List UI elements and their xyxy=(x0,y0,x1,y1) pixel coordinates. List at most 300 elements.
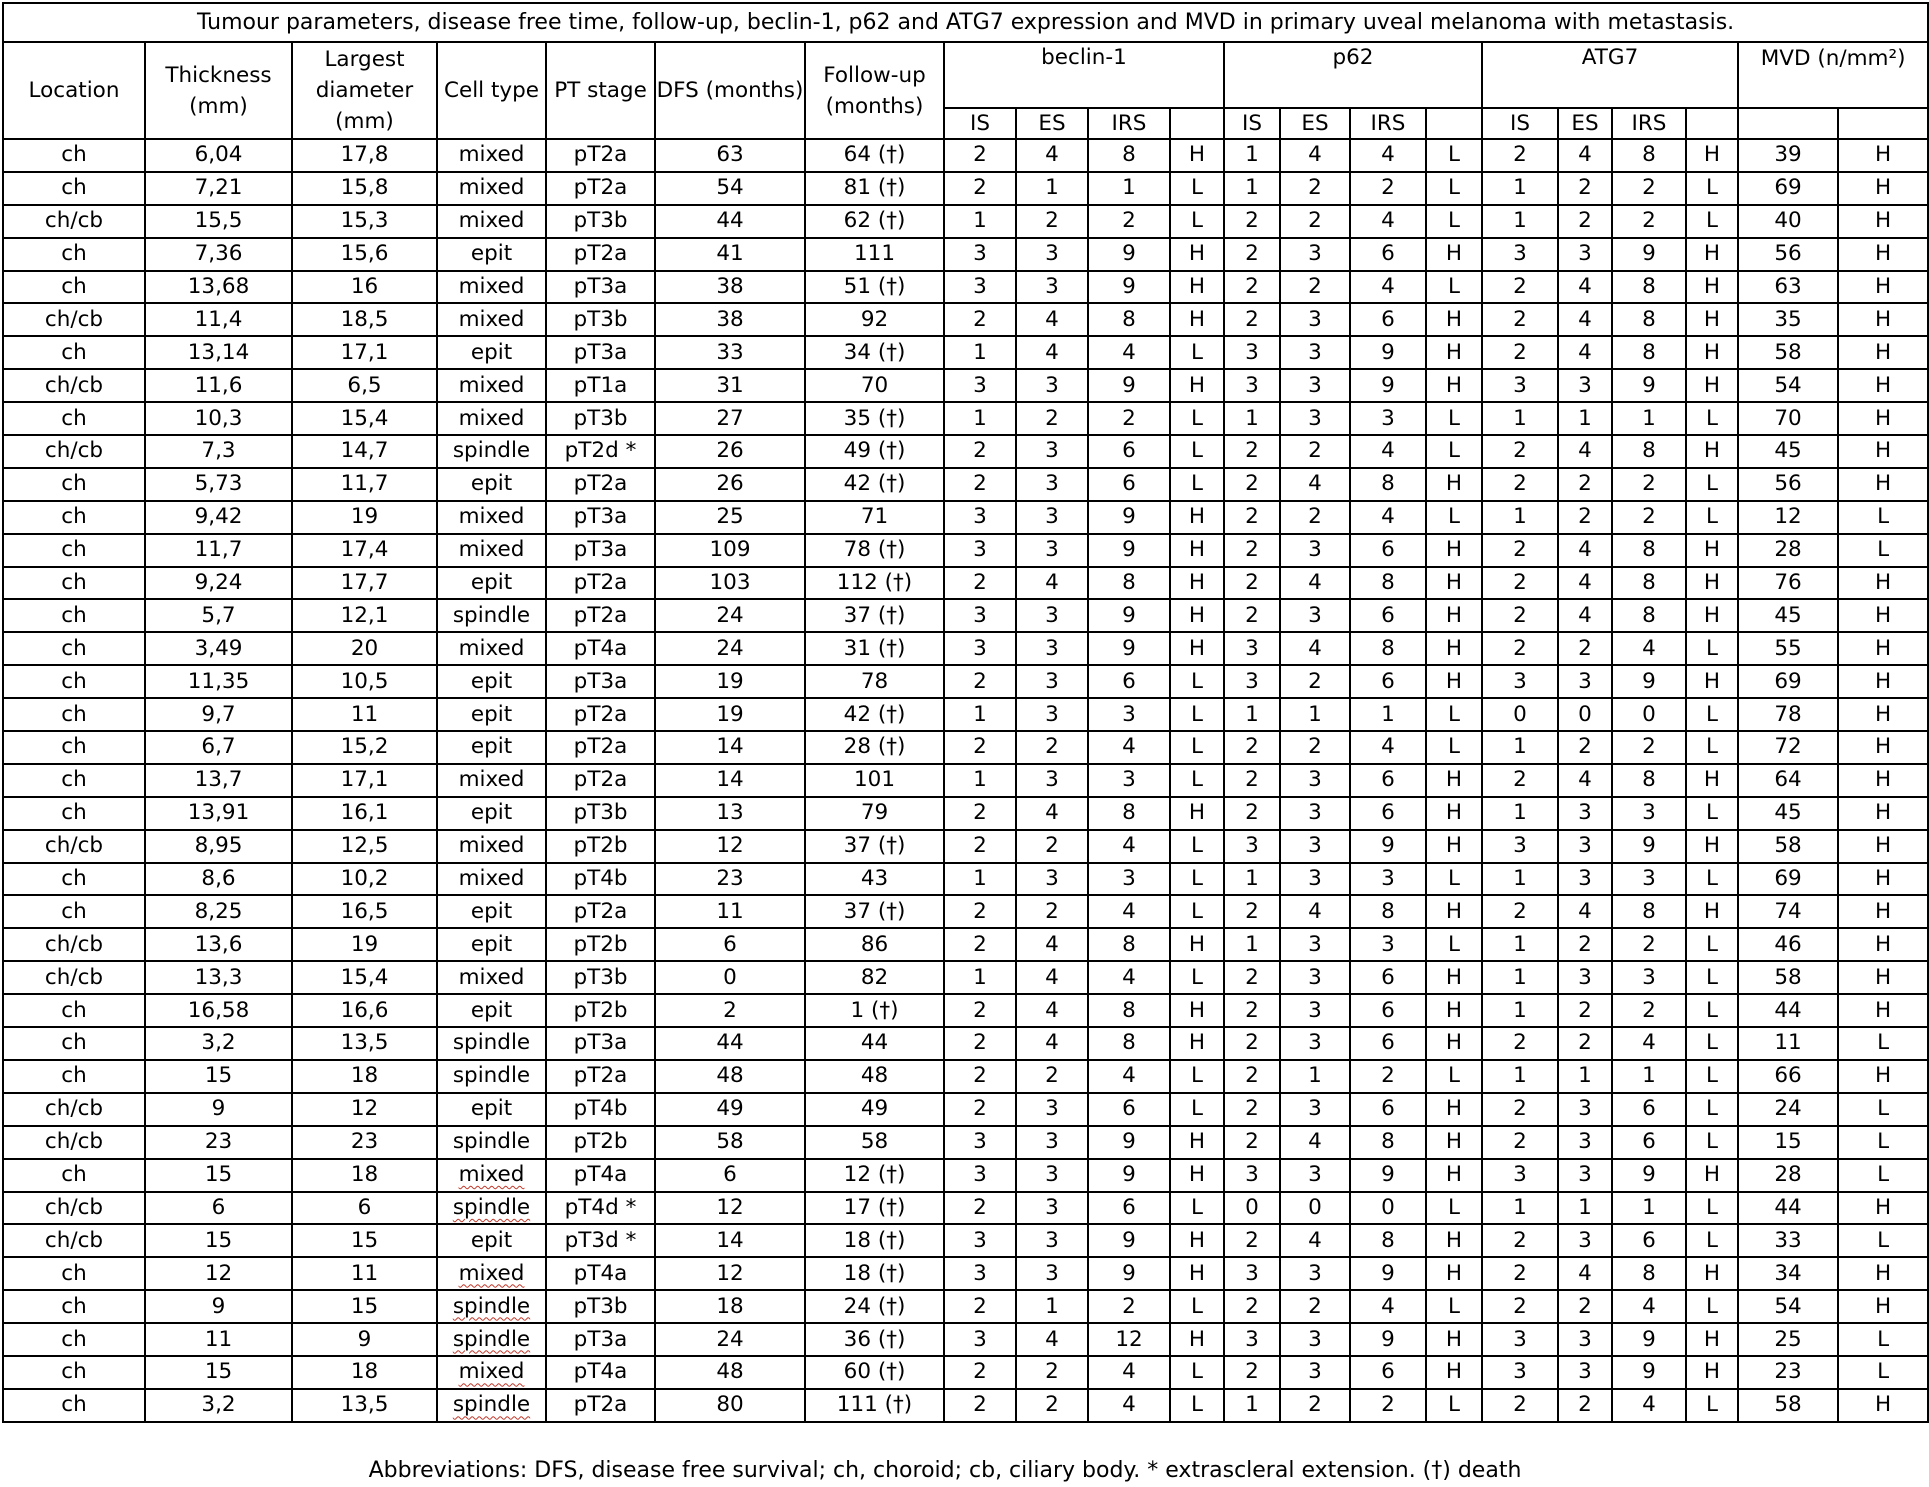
table-row xyxy=(3,961,1928,994)
cell-largest-diameter: 15,4 xyxy=(292,402,437,435)
cell-atg7-is: 1 xyxy=(1482,1060,1558,1093)
cell-dfs: 14 xyxy=(655,1224,805,1257)
cell-p62-is: 2 xyxy=(1224,599,1280,632)
cell-pt-stage: pT3d * xyxy=(546,1224,655,1257)
cell-mvd-level: H xyxy=(1838,1257,1928,1290)
cell-atg7-level: H xyxy=(1686,1159,1738,1192)
cell-mvd-value: 58 xyxy=(1738,830,1838,863)
cell-follow-up: 82 xyxy=(805,961,944,994)
cell-atg7-is: 3 xyxy=(1482,1159,1558,1192)
cell-thickness: 10,3 xyxy=(145,402,292,435)
cell-beclin-is: 2 xyxy=(944,1389,1016,1422)
cell-thickness: 6,7 xyxy=(145,731,292,764)
cell-atg7-is: 3 xyxy=(1482,1356,1558,1389)
cell-pt-stage: pT4a xyxy=(546,1257,655,1290)
cell-beclin-is: 2 xyxy=(944,994,1016,1027)
cell-beclin-irs: 3 xyxy=(1088,764,1170,797)
cell-location: ch xyxy=(3,1257,145,1290)
cell-mvd-level: H xyxy=(1838,731,1928,764)
cell-dfs: 12 xyxy=(655,830,805,863)
cell-atg7-level: H xyxy=(1686,599,1738,632)
cell-pt-stage: pT2b xyxy=(546,1126,655,1159)
cell-largest-diameter: 19 xyxy=(292,928,437,961)
cell-location: ch/cb xyxy=(3,1224,145,1257)
cell-location: ch xyxy=(3,501,145,534)
cell-atg7-is: 2 xyxy=(1482,1093,1558,1126)
cell-p62-irs: 8 xyxy=(1350,567,1426,600)
cell-cell-type: epit xyxy=(437,468,546,501)
cell-location: ch/cb xyxy=(3,369,145,402)
cell-cell-type: mixed xyxy=(437,1257,546,1290)
cell-location: ch/cb xyxy=(3,928,145,961)
cell-pt-stage: pT2a xyxy=(546,599,655,632)
cell-follow-up: 12 (†) xyxy=(805,1159,944,1192)
cell-atg7-is: 2 xyxy=(1482,534,1558,567)
cell-beclin-is: 3 xyxy=(944,369,1016,402)
cell-beclin-irs: 4 xyxy=(1088,961,1170,994)
cell-beclin-irs: 4 xyxy=(1088,1060,1170,1093)
cell-dfs: 31 xyxy=(655,369,805,402)
cell-atg7-irs: 1 xyxy=(1612,1060,1686,1093)
cell-p62-es: 1 xyxy=(1280,698,1350,731)
cell-beclin-level: L xyxy=(1170,961,1224,994)
cell-atg7-level: H xyxy=(1686,336,1738,369)
cell-p62-is: 3 xyxy=(1224,632,1280,665)
table-row xyxy=(3,435,1928,468)
cell-p62-irs: 4 xyxy=(1350,501,1426,534)
cell-p62-is: 2 xyxy=(1224,238,1280,271)
cell-pt-stage: pT2a xyxy=(546,468,655,501)
cell-pt-stage: pT2d * xyxy=(546,435,655,468)
cell-mvd-value: 40 xyxy=(1738,205,1838,238)
cell-atg7-es: 3 xyxy=(1558,238,1612,271)
cell-atg7-irs: 8 xyxy=(1612,764,1686,797)
cell-p62-level: H xyxy=(1426,534,1482,567)
cell-p62-is: 2 xyxy=(1224,1356,1280,1389)
cell-atg7-is: 3 xyxy=(1482,830,1558,863)
cell-location: ch/cb xyxy=(3,1192,145,1225)
cell-atg7-is: 2 xyxy=(1482,599,1558,632)
cell-pt-stage: pT4b xyxy=(546,863,655,896)
cell-atg7-is: 3 xyxy=(1482,238,1558,271)
cell-thickness: 7,3 xyxy=(145,435,292,468)
cell-pt-stage: pT2a xyxy=(546,731,655,764)
cell-mvd-level: L xyxy=(1838,1093,1928,1126)
cell-follow-up: 58 xyxy=(805,1126,944,1159)
cell-p62-level: H xyxy=(1426,336,1482,369)
cell-beclin-is: 3 xyxy=(944,238,1016,271)
cell-follow-up: 34 (†) xyxy=(805,336,944,369)
header-beclin: beclin-1 xyxy=(944,42,1224,108)
cell-atg7-is: 1 xyxy=(1482,205,1558,238)
cell-beclin-irs: 8 xyxy=(1088,303,1170,336)
cell-follow-up: 81 (†) xyxy=(805,172,944,205)
cell-cell-type: epit xyxy=(437,1224,546,1257)
table-row xyxy=(3,303,1928,336)
cell-location: ch xyxy=(3,632,145,665)
cell-beclin-level: H xyxy=(1170,534,1224,567)
cell-largest-diameter: 10,5 xyxy=(292,665,437,698)
cell-atg7-irs: 8 xyxy=(1612,271,1686,304)
cell-p62-irs: 6 xyxy=(1350,599,1426,632)
cell-cell-type: epit xyxy=(437,1093,546,1126)
cell-follow-up: 42 (†) xyxy=(805,468,944,501)
table-row xyxy=(3,1192,1928,1225)
cell-beclin-irs: 12 xyxy=(1088,1323,1170,1356)
cell-follow-up: 70 xyxy=(805,369,944,402)
cell-atg7-is: 1 xyxy=(1482,731,1558,764)
cell-thickness: 7,36 xyxy=(145,238,292,271)
cell-p62-irs: 8 xyxy=(1350,1126,1426,1159)
cell-largest-diameter: 12,1 xyxy=(292,599,437,632)
cell-largest-diameter: 12 xyxy=(292,1093,437,1126)
cell-atg7-is: 2 xyxy=(1482,468,1558,501)
cell-p62-irs: 9 xyxy=(1350,1159,1426,1192)
cell-largest-diameter: 16,5 xyxy=(292,895,437,928)
cell-p62-irs: 9 xyxy=(1350,1257,1426,1290)
cell-dfs: 13 xyxy=(655,797,805,830)
cell-mvd-value: 56 xyxy=(1738,468,1838,501)
cell-atg7-es: 4 xyxy=(1558,303,1612,336)
cell-p62-level: L xyxy=(1426,1192,1482,1225)
cell-atg7-es: 3 xyxy=(1558,961,1612,994)
cell-beclin-es: 1 xyxy=(1016,172,1088,205)
cell-cell-type: mixed xyxy=(437,830,546,863)
cell-mvd-value: 64 xyxy=(1738,764,1838,797)
header-pt-stage: PT stage xyxy=(546,42,655,139)
cell-largest-diameter: 15,4 xyxy=(292,961,437,994)
cell-atg7-level: L xyxy=(1686,1192,1738,1225)
cell-beclin-irs: 8 xyxy=(1088,797,1170,830)
cell-beclin-is: 2 xyxy=(944,928,1016,961)
header-mvd: MVD (n/mm²) xyxy=(1738,42,1928,108)
cell-p62-level: L xyxy=(1426,402,1482,435)
cell-p62-is: 3 xyxy=(1224,665,1280,698)
cell-cell-type: spindle xyxy=(437,1060,546,1093)
data-table xyxy=(2,2,1929,1423)
cell-p62-es: 1 xyxy=(1280,1060,1350,1093)
cell-beclin-es: 3 xyxy=(1016,238,1088,271)
cell-p62-level: H xyxy=(1426,994,1482,1027)
cell-dfs: 54 xyxy=(655,172,805,205)
cell-location: ch xyxy=(3,994,145,1027)
cell-p62-is: 1 xyxy=(1224,1389,1280,1422)
table-row xyxy=(3,402,1928,435)
table-row xyxy=(3,895,1928,928)
subheader-atg7-irs: IRS xyxy=(1612,108,1686,139)
cell-p62-es: 3 xyxy=(1280,797,1350,830)
cell-cell-type: mixed xyxy=(437,961,546,994)
cell-p62-level: L xyxy=(1426,435,1482,468)
table-row xyxy=(3,567,1928,600)
cell-beclin-irs: 9 xyxy=(1088,369,1170,402)
cell-atg7-irs: 9 xyxy=(1612,1159,1686,1192)
cell-mvd-value: 63 xyxy=(1738,271,1838,304)
table-row xyxy=(3,501,1928,534)
cell-mvd-value: 78 xyxy=(1738,698,1838,731)
cell-pt-stage: pT3a xyxy=(546,1323,655,1356)
cell-location: ch xyxy=(3,271,145,304)
cell-follow-up: 71 xyxy=(805,501,944,534)
cell-p62-level: H xyxy=(1426,797,1482,830)
cell-atg7-is: 2 xyxy=(1482,1027,1558,1060)
cell-atg7-is: 2 xyxy=(1482,1389,1558,1422)
cell-p62-irs: 8 xyxy=(1350,468,1426,501)
table-row xyxy=(3,271,1928,304)
cell-pt-stage: pT2a xyxy=(546,172,655,205)
cell-pt-stage: pT3a xyxy=(546,534,655,567)
cell-atg7-level: L xyxy=(1686,402,1738,435)
cell-atg7-level: H xyxy=(1686,764,1738,797)
cell-beclin-level: L xyxy=(1170,1093,1224,1126)
subheader-p62-level xyxy=(1426,108,1482,139)
cell-thickness: 15 xyxy=(145,1060,292,1093)
cell-location: ch xyxy=(3,139,145,172)
cell-mvd-level: H xyxy=(1838,698,1928,731)
cell-p62-level: H xyxy=(1426,1126,1482,1159)
cell-location: ch/cb xyxy=(3,1093,145,1126)
cell-follow-up: 60 (†) xyxy=(805,1356,944,1389)
cell-beclin-is: 1 xyxy=(944,698,1016,731)
cell-p62-is: 3 xyxy=(1224,1159,1280,1192)
cell-mvd-value: 56 xyxy=(1738,238,1838,271)
cell-p62-level: H xyxy=(1426,1257,1482,1290)
cell-p62-es: 3 xyxy=(1280,994,1350,1027)
cell-p62-es: 3 xyxy=(1280,961,1350,994)
cell-beclin-level: H xyxy=(1170,994,1224,1027)
cell-mvd-value: 45 xyxy=(1738,435,1838,468)
cell-beclin-es: 4 xyxy=(1016,139,1088,172)
cell-atg7-level: H xyxy=(1686,534,1738,567)
subheader-p62-irs: IRS xyxy=(1350,108,1426,139)
cell-cell-type: mixed xyxy=(437,632,546,665)
cell-dfs: 80 xyxy=(655,1389,805,1422)
cell-beclin-es: 3 xyxy=(1016,665,1088,698)
cell-p62-is: 2 xyxy=(1224,895,1280,928)
cell-atg7-level: L xyxy=(1686,172,1738,205)
table-row xyxy=(3,139,1928,172)
cell-atg7-level: H xyxy=(1686,567,1738,600)
cell-atg7-is: 1 xyxy=(1482,797,1558,830)
table-row xyxy=(3,1356,1928,1389)
cell-beclin-level: L xyxy=(1170,172,1224,205)
cell-mvd-value: 44 xyxy=(1738,994,1838,1027)
cell-atg7-level: H xyxy=(1686,895,1738,928)
cell-beclin-is: 2 xyxy=(944,172,1016,205)
cell-dfs: 41 xyxy=(655,238,805,271)
cell-dfs: 25 xyxy=(655,501,805,534)
cell-p62-is: 2 xyxy=(1224,303,1280,336)
cell-beclin-es: 2 xyxy=(1016,402,1088,435)
cell-mvd-value: 66 xyxy=(1738,1060,1838,1093)
cell-atg7-irs: 2 xyxy=(1612,501,1686,534)
cell-largest-diameter: 16 xyxy=(292,271,437,304)
cell-p62-is: 3 xyxy=(1224,1323,1280,1356)
table-row xyxy=(3,1323,1928,1356)
cell-thickness: 11,4 xyxy=(145,303,292,336)
cell-location: ch xyxy=(3,1323,145,1356)
cell-pt-stage: pT3b xyxy=(546,1290,655,1323)
cell-beclin-es: 3 xyxy=(1016,435,1088,468)
cell-atg7-es: 4 xyxy=(1558,895,1612,928)
cell-beclin-es: 3 xyxy=(1016,1093,1088,1126)
cell-dfs: 38 xyxy=(655,271,805,304)
table-row xyxy=(3,665,1928,698)
cell-mvd-level: H xyxy=(1838,1389,1928,1422)
cell-mvd-level: H xyxy=(1838,369,1928,402)
cell-beclin-es: 2 xyxy=(1016,205,1088,238)
cell-thickness: 13,6 xyxy=(145,928,292,961)
cell-beclin-irs: 3 xyxy=(1088,698,1170,731)
cell-pt-stage: pT3b xyxy=(546,205,655,238)
cell-p62-irs: 6 xyxy=(1350,1027,1426,1060)
cell-thickness: 13,7 xyxy=(145,764,292,797)
cell-p62-is: 1 xyxy=(1224,402,1280,435)
cell-mvd-level: H xyxy=(1838,468,1928,501)
cell-beclin-level: H xyxy=(1170,1257,1224,1290)
cell-beclin-irs: 9 xyxy=(1088,271,1170,304)
cell-beclin-is: 2 xyxy=(944,1060,1016,1093)
cell-cell-type: spindle xyxy=(437,1323,546,1356)
cell-largest-diameter: 20 xyxy=(292,632,437,665)
cell-mvd-level: L xyxy=(1838,501,1928,534)
cell-p62-is: 2 xyxy=(1224,271,1280,304)
cell-atg7-is: 2 xyxy=(1482,139,1558,172)
cell-atg7-irs: 2 xyxy=(1612,468,1686,501)
cell-atg7-es: 4 xyxy=(1558,1257,1612,1290)
cell-dfs: 19 xyxy=(655,698,805,731)
header-atg7: ATG7 xyxy=(1482,42,1738,108)
cell-atg7-irs: 3 xyxy=(1612,797,1686,830)
cell-mvd-level: L xyxy=(1838,1224,1928,1257)
cell-p62-is: 2 xyxy=(1224,501,1280,534)
table-row xyxy=(3,172,1928,205)
table-row xyxy=(3,994,1928,1027)
cell-atg7-level: L xyxy=(1686,731,1738,764)
cell-atg7-is: 1 xyxy=(1482,501,1558,534)
cell-beclin-es: 4 xyxy=(1016,994,1088,1027)
cell-p62-level: L xyxy=(1426,1389,1482,1422)
cell-atg7-irs: 2 xyxy=(1612,205,1686,238)
cell-follow-up: 112 (†) xyxy=(805,567,944,600)
cell-atg7-es: 4 xyxy=(1558,567,1612,600)
cell-location: ch xyxy=(3,1290,145,1323)
cell-p62-irs: 6 xyxy=(1350,1356,1426,1389)
cell-beclin-es: 2 xyxy=(1016,830,1088,863)
cell-beclin-irs: 8 xyxy=(1088,1027,1170,1060)
cell-beclin-irs: 8 xyxy=(1088,139,1170,172)
cell-p62-level: H xyxy=(1426,665,1482,698)
cell-location: ch xyxy=(3,1389,145,1422)
cell-atg7-level: H xyxy=(1686,665,1738,698)
subheader-mvd-level xyxy=(1838,108,1928,139)
cell-p62-level: L xyxy=(1426,271,1482,304)
cell-beclin-level: H xyxy=(1170,632,1224,665)
cell-p62-es: 3 xyxy=(1280,1159,1350,1192)
cell-cell-type: mixed xyxy=(437,139,546,172)
cell-beclin-es: 2 xyxy=(1016,895,1088,928)
cell-largest-diameter: 17,8 xyxy=(292,139,437,172)
cell-atg7-level: L xyxy=(1686,1060,1738,1093)
cell-atg7-irs: 3 xyxy=(1612,863,1686,896)
table-row xyxy=(3,797,1928,830)
table-row xyxy=(3,764,1928,797)
cell-atg7-es: 4 xyxy=(1558,534,1612,567)
cell-cell-type: spindle xyxy=(437,1290,546,1323)
cell-pt-stage: pT4a xyxy=(546,1159,655,1192)
cell-atg7-irs: 8 xyxy=(1612,303,1686,336)
cell-follow-up: 36 (†) xyxy=(805,1323,944,1356)
cell-largest-diameter: 17,1 xyxy=(292,764,437,797)
cell-beclin-level: L xyxy=(1170,402,1224,435)
cell-atg7-es: 2 xyxy=(1558,928,1612,961)
cell-beclin-level: L xyxy=(1170,1192,1224,1225)
cell-mvd-level: H xyxy=(1838,764,1928,797)
cell-beclin-level: L xyxy=(1170,830,1224,863)
cell-thickness: 6,04 xyxy=(145,139,292,172)
cell-beclin-is: 1 xyxy=(944,863,1016,896)
table-row xyxy=(3,1290,1928,1323)
table-row xyxy=(3,632,1928,665)
cell-atg7-irs: 1 xyxy=(1612,1192,1686,1225)
cell-largest-diameter: 15,8 xyxy=(292,172,437,205)
cell-beclin-es: 4 xyxy=(1016,336,1088,369)
cell-atg7-level: H xyxy=(1686,139,1738,172)
cell-thickness: 3,49 xyxy=(145,632,292,665)
cell-largest-diameter: 15,6 xyxy=(292,238,437,271)
cell-largest-diameter: 15 xyxy=(292,1290,437,1323)
cell-beclin-es: 3 xyxy=(1016,698,1088,731)
cell-dfs: 6 xyxy=(655,928,805,961)
cell-beclin-is: 3 xyxy=(944,534,1016,567)
cell-dfs: 24 xyxy=(655,632,805,665)
cell-p62-irs: 6 xyxy=(1350,238,1426,271)
cell-atg7-level: L xyxy=(1686,632,1738,665)
cell-thickness: 3,2 xyxy=(145,1027,292,1060)
cell-thickness: 15 xyxy=(145,1356,292,1389)
cell-p62-irs: 3 xyxy=(1350,402,1426,435)
cell-largest-diameter: 11 xyxy=(292,1257,437,1290)
footnote: Abbreviations: DFS, disease free survival; ch, choroid; cb, ciliary body. * extrascleral extension. (†) death xyxy=(368,1458,1522,1483)
cell-mvd-value: 55 xyxy=(1738,632,1838,665)
cell-atg7-irs: 8 xyxy=(1612,1257,1686,1290)
cell-p62-es: 3 xyxy=(1280,1257,1350,1290)
cell-follow-up: 101 xyxy=(805,764,944,797)
cell-p62-irs: 2 xyxy=(1350,1389,1426,1422)
cell-dfs: 44 xyxy=(655,1027,805,1060)
cell-beclin-es: 2 xyxy=(1016,1060,1088,1093)
cell-atg7-is: 2 xyxy=(1482,1126,1558,1159)
cell-thickness: 23 xyxy=(145,1126,292,1159)
cell-beclin-is: 3 xyxy=(944,1224,1016,1257)
cell-atg7-irs: 6 xyxy=(1612,1224,1686,1257)
cell-mvd-value: 28 xyxy=(1738,1159,1838,1192)
cell-mvd-value: 69 xyxy=(1738,172,1838,205)
cell-atg7-irs: 6 xyxy=(1612,1126,1686,1159)
cell-atg7-es: 4 xyxy=(1558,599,1612,632)
cell-p62-is: 2 xyxy=(1224,961,1280,994)
cell-location: ch xyxy=(3,534,145,567)
cell-atg7-irs: 9 xyxy=(1612,1323,1686,1356)
cell-p62-is: 2 xyxy=(1224,1060,1280,1093)
cell-mvd-value: 15 xyxy=(1738,1126,1838,1159)
cell-beclin-irs: 1 xyxy=(1088,172,1170,205)
cell-atg7-is: 2 xyxy=(1482,1224,1558,1257)
cell-atg7-irs: 8 xyxy=(1612,599,1686,632)
cell-location: ch xyxy=(3,599,145,632)
cell-cell-type: mixed xyxy=(437,402,546,435)
cell-cell-type: epit xyxy=(437,928,546,961)
